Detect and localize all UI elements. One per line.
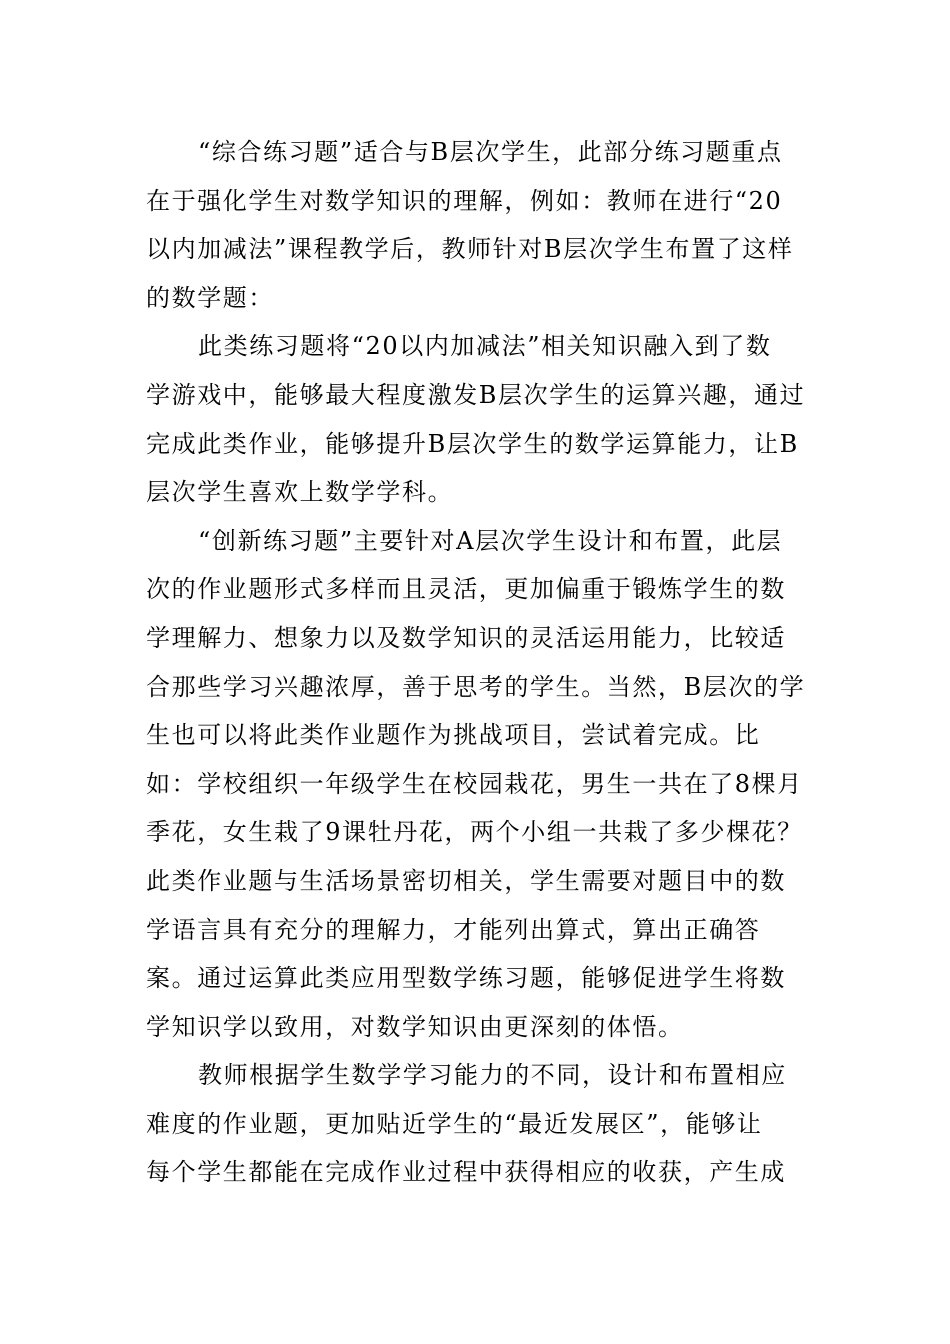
text-line: 次的作业题形式多样而且灵活，更加偏重于锻炼学生的数 (146, 575, 786, 604)
text-line: 完成此类作业，能够提升B层次学生的数学运算能力，让B (146, 429, 799, 458)
text-line: 学理解力、想象力以及数学知识的灵活运用能力，比较适 (146, 623, 786, 652)
text-line: 每个学生都能在完成作业过程中获得相应的收获，产生成 (146, 1158, 786, 1187)
text-line: 此类作业题与生活场景密切相关，学生需要对题目中的数 (146, 866, 786, 895)
document-body (146, 128, 810, 1197)
text-line: 合那些学习兴趣浓厚，善于思考的学生。当然，B层次的学 (146, 672, 806, 701)
text-line: 难度的作业题，更加贴近学生的“最近发展区”，能够让 (146, 1109, 763, 1138)
text-line: 季花，女生栽了9课牡丹花，两个小组一共栽了多少棵花？ (146, 818, 803, 847)
text-line: 学知识学以致用，对数学知识由更深刻的体悟。 (146, 1012, 684, 1041)
text-line: 的数学题： (146, 283, 274, 312)
text-line: 学语言具有充分的理解力，才能列出算式，算出正确答 (146, 915, 761, 944)
text-line: 学游戏中，能够最大程度激发B层次学生的运算兴趣，通过 (146, 380, 806, 409)
text-line: “创新练习题”主要针对A层次学生设计和布置，此层 (198, 526, 783, 555)
text-line: 此类练习题将“20以内加减法”相关知识融入到了数 (198, 332, 772, 361)
text-line: 案。通过运算此类应用型数学练习题，能够促进学生将数 (146, 964, 786, 993)
text-line: 层次学生喜欢上数学学科。 (146, 478, 454, 507)
text-line: 教师根据学生数学学习能力的不同，设计和布置相应 (198, 1061, 787, 1090)
text-line: “综合练习题”适合与B层次学生，此部分练习题重点 (198, 138, 783, 166)
text-line: 生也可以将此类作业题作为挑战项目，尝试着完成。比 (146, 721, 761, 750)
text-line: 如：学校组织一年级学生在校园栽花，男生一共在了8棵月 (146, 769, 803, 798)
text-line: 在于强化学生对数学知识的理解，例如：教师在进行“20 (146, 186, 783, 215)
text-line: 以内加减法”课程教学后，教师针对B层次学生布置了这样 (146, 235, 794, 264)
